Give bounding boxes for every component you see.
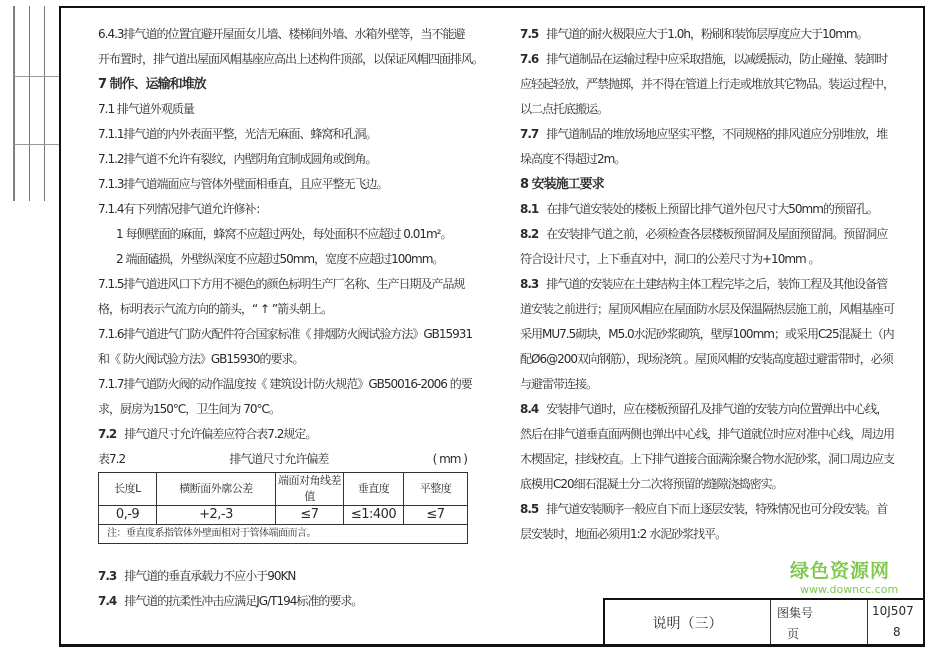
para-7-1-4: 7.1.4有下列情况排气道允许修补： — [98, 202, 267, 216]
table-caption — [98, 447, 467, 472]
para-7-1-3: 7.1.3排气道端面应与管体外壁面相垂直，且应平整无飞边。 — [98, 177, 388, 191]
sheet-title: 说明（三） — [652, 616, 723, 632]
para-8-4: 底模用C20细石混凝土分二次将预留的缝隙浇捣密实。 — [520, 477, 783, 491]
para-7-1-1: 7.1.1排气道的内外表面平整，光洁无麻面、蜂窝和孔洞。 — [98, 127, 377, 141]
right-column — [520, 22, 910, 547]
para-7-1-4-item-2: 2 端面磕损，外壁纵深度不应超过50mm，宽度不应超过100mm。 — [116, 252, 444, 266]
title-block-divider — [867, 600, 868, 644]
strip-divider — [14, 76, 59, 77]
para-7-5: 7.5 排气道的耐火极限应大于1.0h，粉刷和装饰层厚度应大于10mm。 — [520, 27, 868, 41]
para-8-2: 8.2 在安装排气道之前，必须检查各层楼板预留洞及屋面预留洞。预留洞应 — [520, 227, 888, 241]
table-note-row — [99, 525, 468, 544]
para-7-1-4-item-1: 1 每侧壁面的麻面，蜂窝不应超过两处，每处面积不应超过 0.01m²。 — [116, 227, 452, 241]
table-row — [99, 506, 468, 525]
para-7-2: 7.2 排气道尺寸允许偏差应符合表7.2规定。 — [98, 427, 317, 441]
page-label: 页 — [787, 627, 800, 641]
para-7-4: 7.4 排气道的抗柔性冲击应满足JG/T194标准的要求。 — [98, 594, 363, 608]
heading-8: 8 安装施工要求 — [520, 177, 604, 192]
strip-divider — [14, 6, 15, 201]
para-7-1-5: 格，标明表示气流方向的箭头，“ ↑ ”箭头朝上。 — [98, 302, 333, 316]
para-7-1-7: 7.1.7排气道防火阀的动作温度按《 建筑设计防火规范》GB50016-2006 的要 — [98, 377, 472, 391]
table-cell: ≤1:400 — [344, 506, 404, 525]
para-8-3: 配Ø6@200双向钢筋），现场浇筑 。屋顶风帽的安装高度超过避雷带时，必须 — [520, 352, 893, 366]
para-7-1-5: 7.1.5排气道进风口下方用不褪色的颜色标明生产厂名称、生产日期及产品规 — [98, 277, 465, 291]
para-7-1-2: 7.1.2排气道不允许有裂纹，内壁阴角宜制成圆角或倒角。 — [98, 152, 377, 166]
para-7-6: 7.6 排气道制品在运输过程中应采取措施，以减缓振动，防止碰撞、装卸时 — [520, 52, 888, 66]
table-cell: +2,-3 — [157, 506, 276, 525]
strip-divider — [44, 6, 45, 201]
left-column — [98, 22, 503, 614]
table-note: 注：垂直度系指管体外壁面相对于管体端面而言。 — [99, 525, 468, 544]
para-7-7: 垛高度不得超过2m。 — [520, 152, 626, 166]
atlas-number: 10J507 — [872, 604, 914, 618]
para-8-3: 道安装之前进行；屋顶风帽应在屋面防水层及保温隔热层施工前，风帽基座可 — [520, 302, 895, 316]
heading-7: 7 制作、运输和堆放 — [98, 77, 206, 92]
table-header: 横断面外廓公差 — [157, 473, 276, 506]
strip-divider — [29, 6, 30, 201]
table-header: 长度L — [99, 473, 157, 506]
table-header-row — [99, 473, 468, 506]
para-8-3: 采用MU7.5砌块，M5.0水泥砂浆砌筑，壁厚100mm；或采用C25混凝土（内 — [520, 327, 894, 341]
page-number: 8 — [893, 625, 901, 639]
watermark-url: www.downcc.com — [800, 583, 899, 596]
para-7-6: 应轻起轻放，严禁抛掷，并不得在管道上行走或堆放其它物品。装运过程中， — [520, 77, 895, 91]
para-8-5: 8.5 排气道安装顺序一般应自下而上逐层安装，特殊情况也可分段安装。首 — [520, 502, 888, 516]
para-7-1-6: 7.1.6排气道进气门防火配件符合国家标准《 排烟防火阀试验方法》GB15931 — [98, 327, 473, 341]
strip-divider — [14, 144, 59, 145]
table-cell: 0,-9 — [99, 506, 157, 525]
binding-margin-strip — [13, 6, 59, 201]
table-label: 表7.2 — [98, 452, 126, 466]
para-8-1: 8.1 在排气道安装处的楼板上预留比排气道外包尺寸大50mm的预留孔。 — [520, 202, 878, 216]
table-cell: ≤7 — [276, 506, 344, 525]
para-7-1-7: 求，厨房为150℃，卫生间为 70℃。 — [98, 402, 280, 416]
para-8-4: 然后在排气道垂直面两侧也弹出中心线，排气道就位时应对准中心线，周边用 — [520, 427, 895, 441]
table-header: 垂直度 — [344, 473, 404, 506]
para-8-2: 符合设计尺寸，上下垂直对中，洞口的公差尺寸为+10mm 。 — [520, 252, 820, 266]
para-7-6: 以二点托底搬运。 — [520, 102, 609, 116]
table-header: 平整度 — [404, 473, 468, 506]
para-8-3: 8.3 排气道的安装应在土建结构主体工程完毕之后，装饰工程及其他设备管 — [520, 277, 888, 291]
para-7-1: 7.1 排气道外观质量 — [98, 102, 194, 116]
para-8-4: 木楔固定，挂线校直。上下排气道接合面满涂聚合物水泥砂浆，洞口周边应支 — [520, 452, 895, 466]
atlas-number-label: 图集号 — [777, 606, 814, 620]
table-title: 排气道尺寸允许偏差 — [229, 452, 329, 466]
tolerance-table — [98, 472, 468, 544]
title-block — [603, 598, 923, 644]
watermark-logo: 绿色资源网 — [790, 560, 891, 582]
para-7-3: 7.3 排气道的垂直承载力不应小于90KN — [98, 569, 296, 583]
table-unit: ( mm ) — [432, 452, 467, 466]
table-cell: ≤7 — [404, 506, 468, 525]
para-6-4-3: 开布置时，排气道出屋面风帽基座应高出上述构件顶部，以保证风帽四面排风。 — [98, 52, 484, 66]
para-8-4: 8.4 安装排气道时，应在楼板预留孔及排气道的安装方向位置弹出中心线， — [520, 402, 888, 416]
para-8-5: 层安装时，地面必须用1:2 水泥砂浆找平。 — [520, 527, 727, 541]
para-7-1-6: 和《 防火阀试验方法》GB15930的要求。 — [98, 352, 304, 366]
table-header: 端面对角线差值 — [276, 473, 344, 506]
para-8-3: 与避雷带连接。 — [520, 377, 598, 391]
para-6-4-3: 6.4.3排气道的位置宜避开屋面女儿墙、楼梯间外墙、水箱外壁等，当不能避 — [98, 27, 465, 41]
para-7-7: 7.7 排气道制品的堆放场地应坚实平整，不同规格的排风道应分别堆放，堆 — [520, 127, 888, 141]
